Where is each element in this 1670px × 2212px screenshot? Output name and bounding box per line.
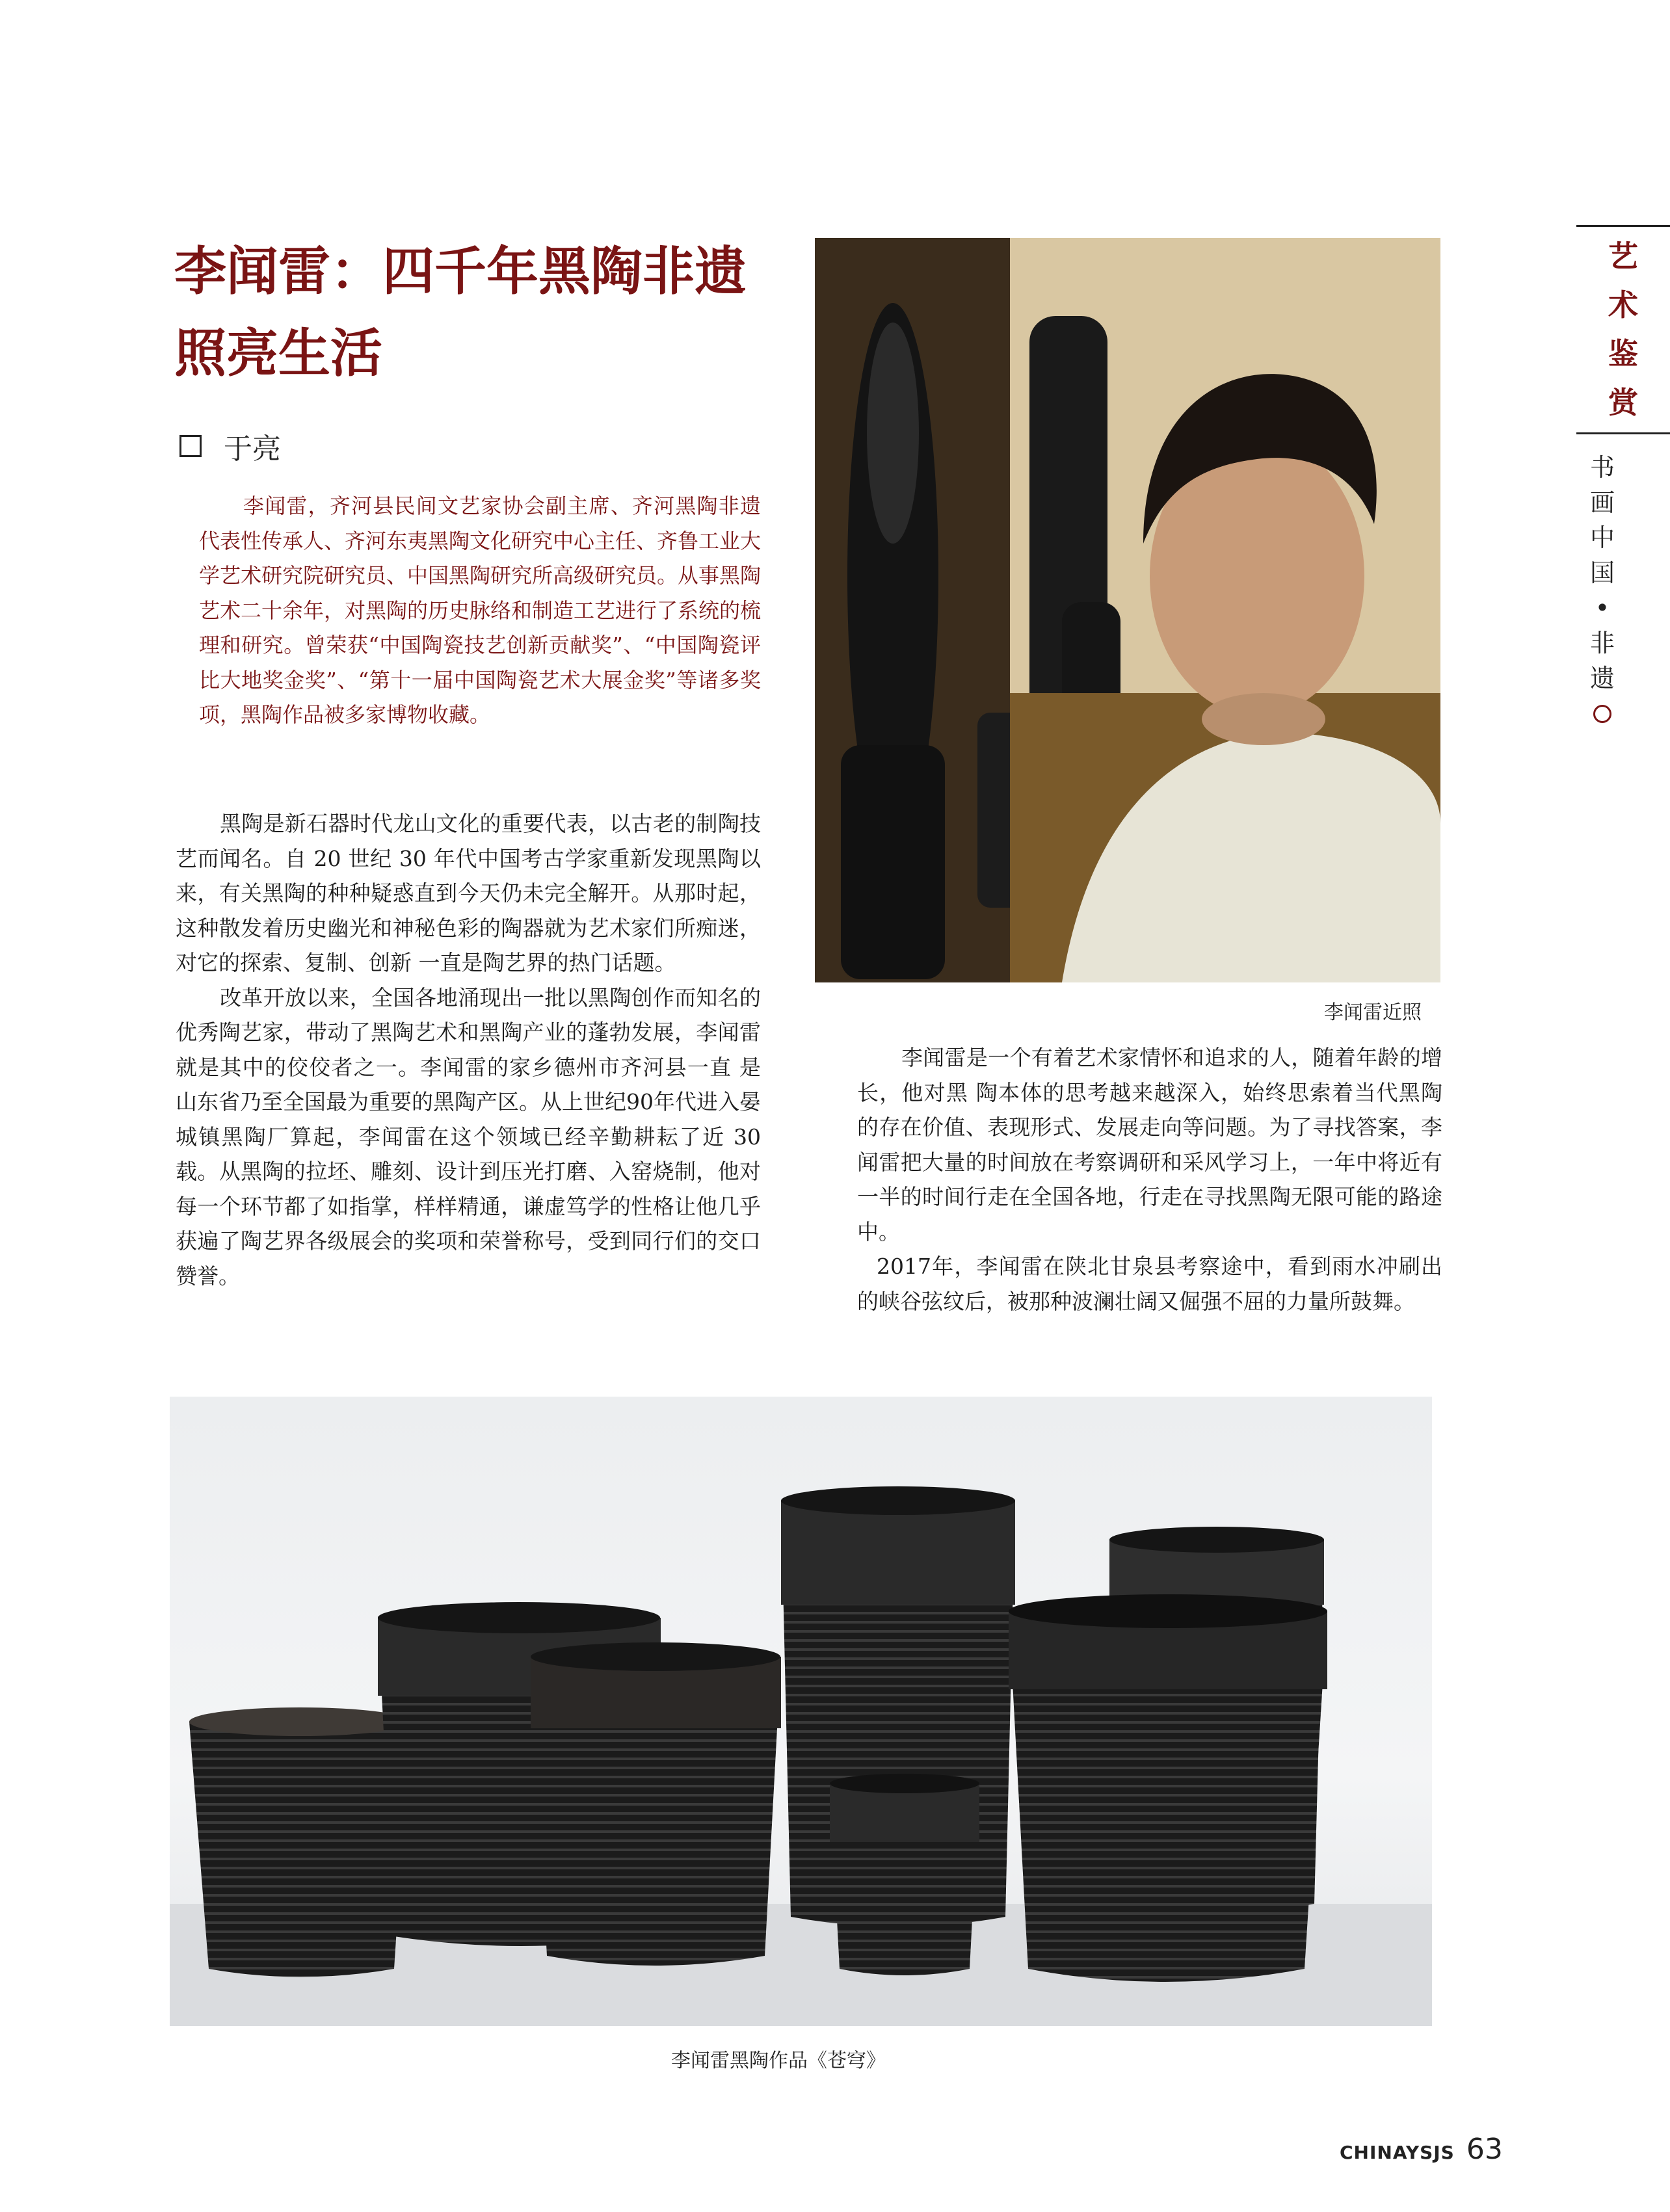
page-number: 63 [1466, 2133, 1503, 2166]
right-column [857, 1040, 1442, 1319]
pottery-caption: 李闻雷黑陶作品《苍穹》 [671, 2049, 886, 2072]
body-paragraph: 改革开放以来，全国各地涌现出一批以黑陶创作而知名的优秀陶艺家，带动了黑陶艺术和黑陶产业的蓬勃发展，李闻雷就是其中的佼佼者之一。李闻雷的家乡德州市齐河县一直 是山东省乃至全国最为重要的黑陶产区。从上世纪90年代进入晏城镇黑陶厂算起，李闻雷在这个领域已经辛勤耕耘了近 30 载。从黑陶的拉坯、雕刻、设计到压光打磨、入窑烧制，他对每一个环节都了如指掌，样样精通，谦虚笃学的性格让他几乎获遍了陶艺界各级展会的奖项和荣誉称号，受到同行们的交口赞誉。 [176, 984, 761, 1289]
pottery-photo [170, 1397, 1432, 2026]
byline-box-mark [179, 435, 202, 457]
column-char: 中 [1589, 523, 1615, 552]
magazine-name: CHINAYSJS [1340, 2142, 1455, 2163]
section-char: 赏 [1608, 385, 1638, 420]
article-title: 李闻雷：四千年黑陶非遗照亮生活 [174, 241, 747, 384]
column-char: 书 [1589, 453, 1615, 482]
body-paragraph: 李闻雷是一个有着艺术家情怀和追求的人，随着年龄的增长，他对黑 陶本体的思考越来越深入，始终思索着当代黑陶的存在价值、表现形式、发展走向等问题。为了寻找答案，李闻雷把大量的时间放在考察调研和采风学习上，一年中将近有一半的时间行走在全国各地，行走在寻找黑陶无限可能的路途中。 [857, 1045, 1442, 1244]
portrait-illustration [815, 238, 1440, 982]
body-paragraph: 黑陶是新石器时代龙山文化的重要代表，以古老的制陶技艺而闻名。自 20 世纪 30 年代中国考古学家重新发现黑陶以来，有关黑陶的种种疑惑直到今天仍未完全解开。从那时起，这种散发着历史幽光和神秘色彩的陶器就为艺术家们所痴迷，对它的探索、复制、创新 一直是陶艺界的热门话题。 [176, 811, 761, 975]
page-footer [1340, 2133, 1503, 2172]
portrait-photo [815, 238, 1440, 982]
section-sidebar [1576, 225, 1670, 723]
author-intro: 李闻雷，齐河县民间文艺家协会副主席、齐河黑陶非遗代表性传承人、齐河东夷黑陶文化研究中心主任、齐鲁工业大学艺术研究院研究员、中国黑陶研究所高级研究员。从事黑陶艺术二十余年，对黑陶的历史脉络和制造工艺进行了系统的梳理和研究。曾荣获“中国陶瓷技艺创新贡献奖”、“中国陶瓷评比大地奖金奖”、“第十一届中国陶瓷艺术大展金奖”等诸多奖项，黑陶作品被多家博物收藏。 [199, 494, 762, 727]
section-char: 鉴 [1608, 336, 1638, 371]
column-char: 非 [1589, 629, 1615, 657]
author-name: 于亮 [224, 432, 281, 466]
column-label [1576, 434, 1628, 696]
column-char: 画 [1589, 488, 1615, 517]
portrait-caption: 李闻雷近照 [1324, 1001, 1422, 1024]
column-char: 遗 [1589, 664, 1615, 692]
pottery-illustration [170, 1397, 1432, 2026]
seal-icon [1593, 705, 1611, 723]
section-char: 术 [1608, 287, 1638, 323]
section-tag [1576, 227, 1670, 427]
column-char: • [1595, 594, 1610, 622]
section-char: 艺 [1608, 239, 1638, 274]
left-column [176, 806, 761, 1293]
byline [179, 427, 281, 466]
column-char: 国 [1589, 559, 1615, 587]
body-paragraph: 2017年，李闻雷在陕北甘泉县考察途中，看到雨水冲刷出的峡谷弦纹后，被那种波澜壮阔又倔强不屈的力量所鼓舞。 [857, 1254, 1442, 1314]
